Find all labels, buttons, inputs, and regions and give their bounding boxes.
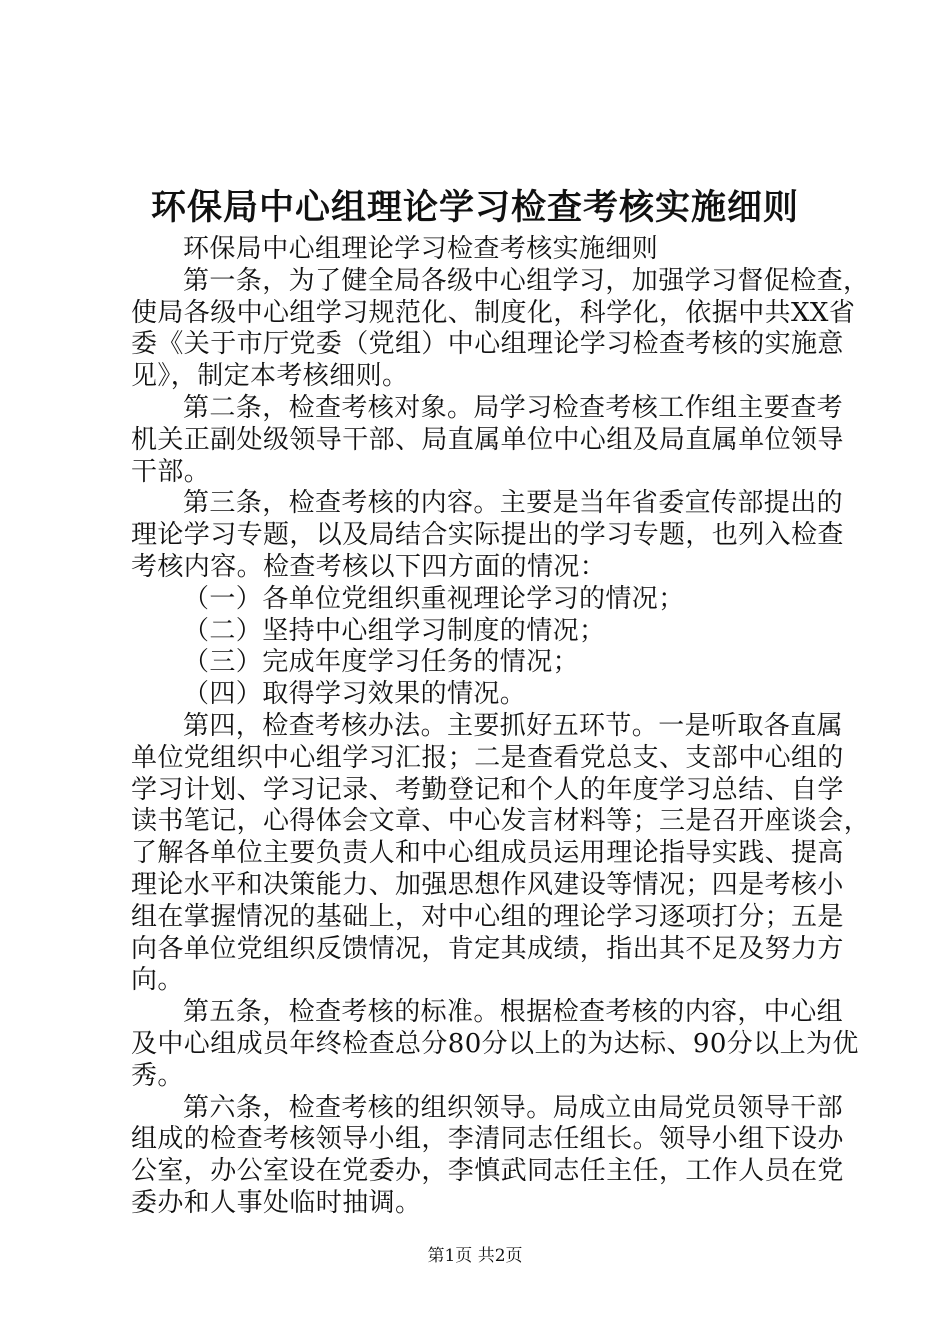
body-line: 及中心组成员年终检查总分80分以上的为达标、90分以上为优 bbox=[131, 1028, 859, 1059]
body-line: 向各单位党组织反馈情况，肯定其成绩，指出其不足及努力方 bbox=[131, 933, 844, 964]
body-line: （二）坚持中心组学习制度的情况； bbox=[183, 615, 606, 646]
body-line: 环保局中心组理论学习检查考核实施细则 bbox=[183, 234, 659, 264]
page-footer: 第1页 共2页 bbox=[427, 1246, 523, 1266]
body-line: 第六条，检查考核的组织领导。局成立由局党员领导干部 bbox=[183, 1092, 844, 1123]
body-line: 公室，办公室设在党委办，李慎武同志任主任，工作人员在党 bbox=[131, 1156, 844, 1187]
body-line: （三）完成年度学习任务的情况； bbox=[183, 647, 580, 678]
body-line: 干部。 bbox=[131, 456, 211, 487]
body-line: 组成的检查考核领导小组，李清同志任组长。领导小组下设办 bbox=[131, 1124, 844, 1155]
body-line: 组在掌握情况的基础上，对中心组的理论学习逐项打分；五是 bbox=[131, 901, 844, 932]
body-line: 第五条，检查考核的标准。根据检查考核的内容，中心组 bbox=[183, 997, 844, 1028]
body-line: 委《关于市厅党委（党组）中心组理论学习检查考核的实施意 bbox=[131, 329, 844, 360]
body-line: 单位党组织中心组学习汇报；二是查看党总支、支部中心组的 bbox=[131, 742, 844, 773]
body-line: （一）各单位党组织重视理论学习的情况； bbox=[183, 583, 685, 614]
body-line: 第二条，检查考核对象。局学习检查考核工作组主要查考 bbox=[183, 392, 844, 423]
body-line: 见》，制定本考核细则。 bbox=[131, 361, 409, 392]
body-line: 第一条，为了健全局各级中心组学习，加强学习督促检查， bbox=[183, 265, 870, 296]
body-line: 使局各级中心组学习规范化、制度化，科学化，依据中共XX省 bbox=[131, 297, 856, 328]
body-line: 委办和人事处临时抽调。 bbox=[131, 1187, 422, 1218]
body-line: 第四，检查考核办法。主要抓好五环节。一是听取各直属 bbox=[183, 710, 844, 741]
body-line: （四）取得学习效果的情况。 bbox=[183, 679, 527, 710]
document-body bbox=[131, 234, 871, 1220]
body-line: 第三条，检查考核的内容。主要是当年省委宣传部提出的 bbox=[183, 488, 844, 519]
body-line: 考核内容。检查考核以下四方面的情况： bbox=[131, 551, 607, 582]
body-line: 了解各单位主要负责人和中心组成员运用理论指导实践、提高 bbox=[131, 838, 844, 869]
body-line: 机关正副处级领导干部、局直属单位中心组及局直属单位领导 bbox=[131, 424, 844, 455]
body-line: 秀。 bbox=[131, 1060, 184, 1091]
body-line: 理论水平和决策能力、加强思想作风建设等情况；四是考核小 bbox=[131, 869, 844, 900]
body-line: 读书笔记，心得体会文章、中心发言材料等；三是召开座谈会， bbox=[131, 806, 871, 837]
document-title: 环保局中心组理论学习检查考核实施细则 bbox=[150, 187, 799, 228]
body-line: 理论学习专题，以及局结合实际提出的学习专题，也列入检查 bbox=[131, 520, 844, 551]
body-line: 向。 bbox=[131, 965, 184, 996]
body-line: 学习计划、学习记录、考勤登记和个人的年度学习总结、自学 bbox=[131, 774, 844, 805]
